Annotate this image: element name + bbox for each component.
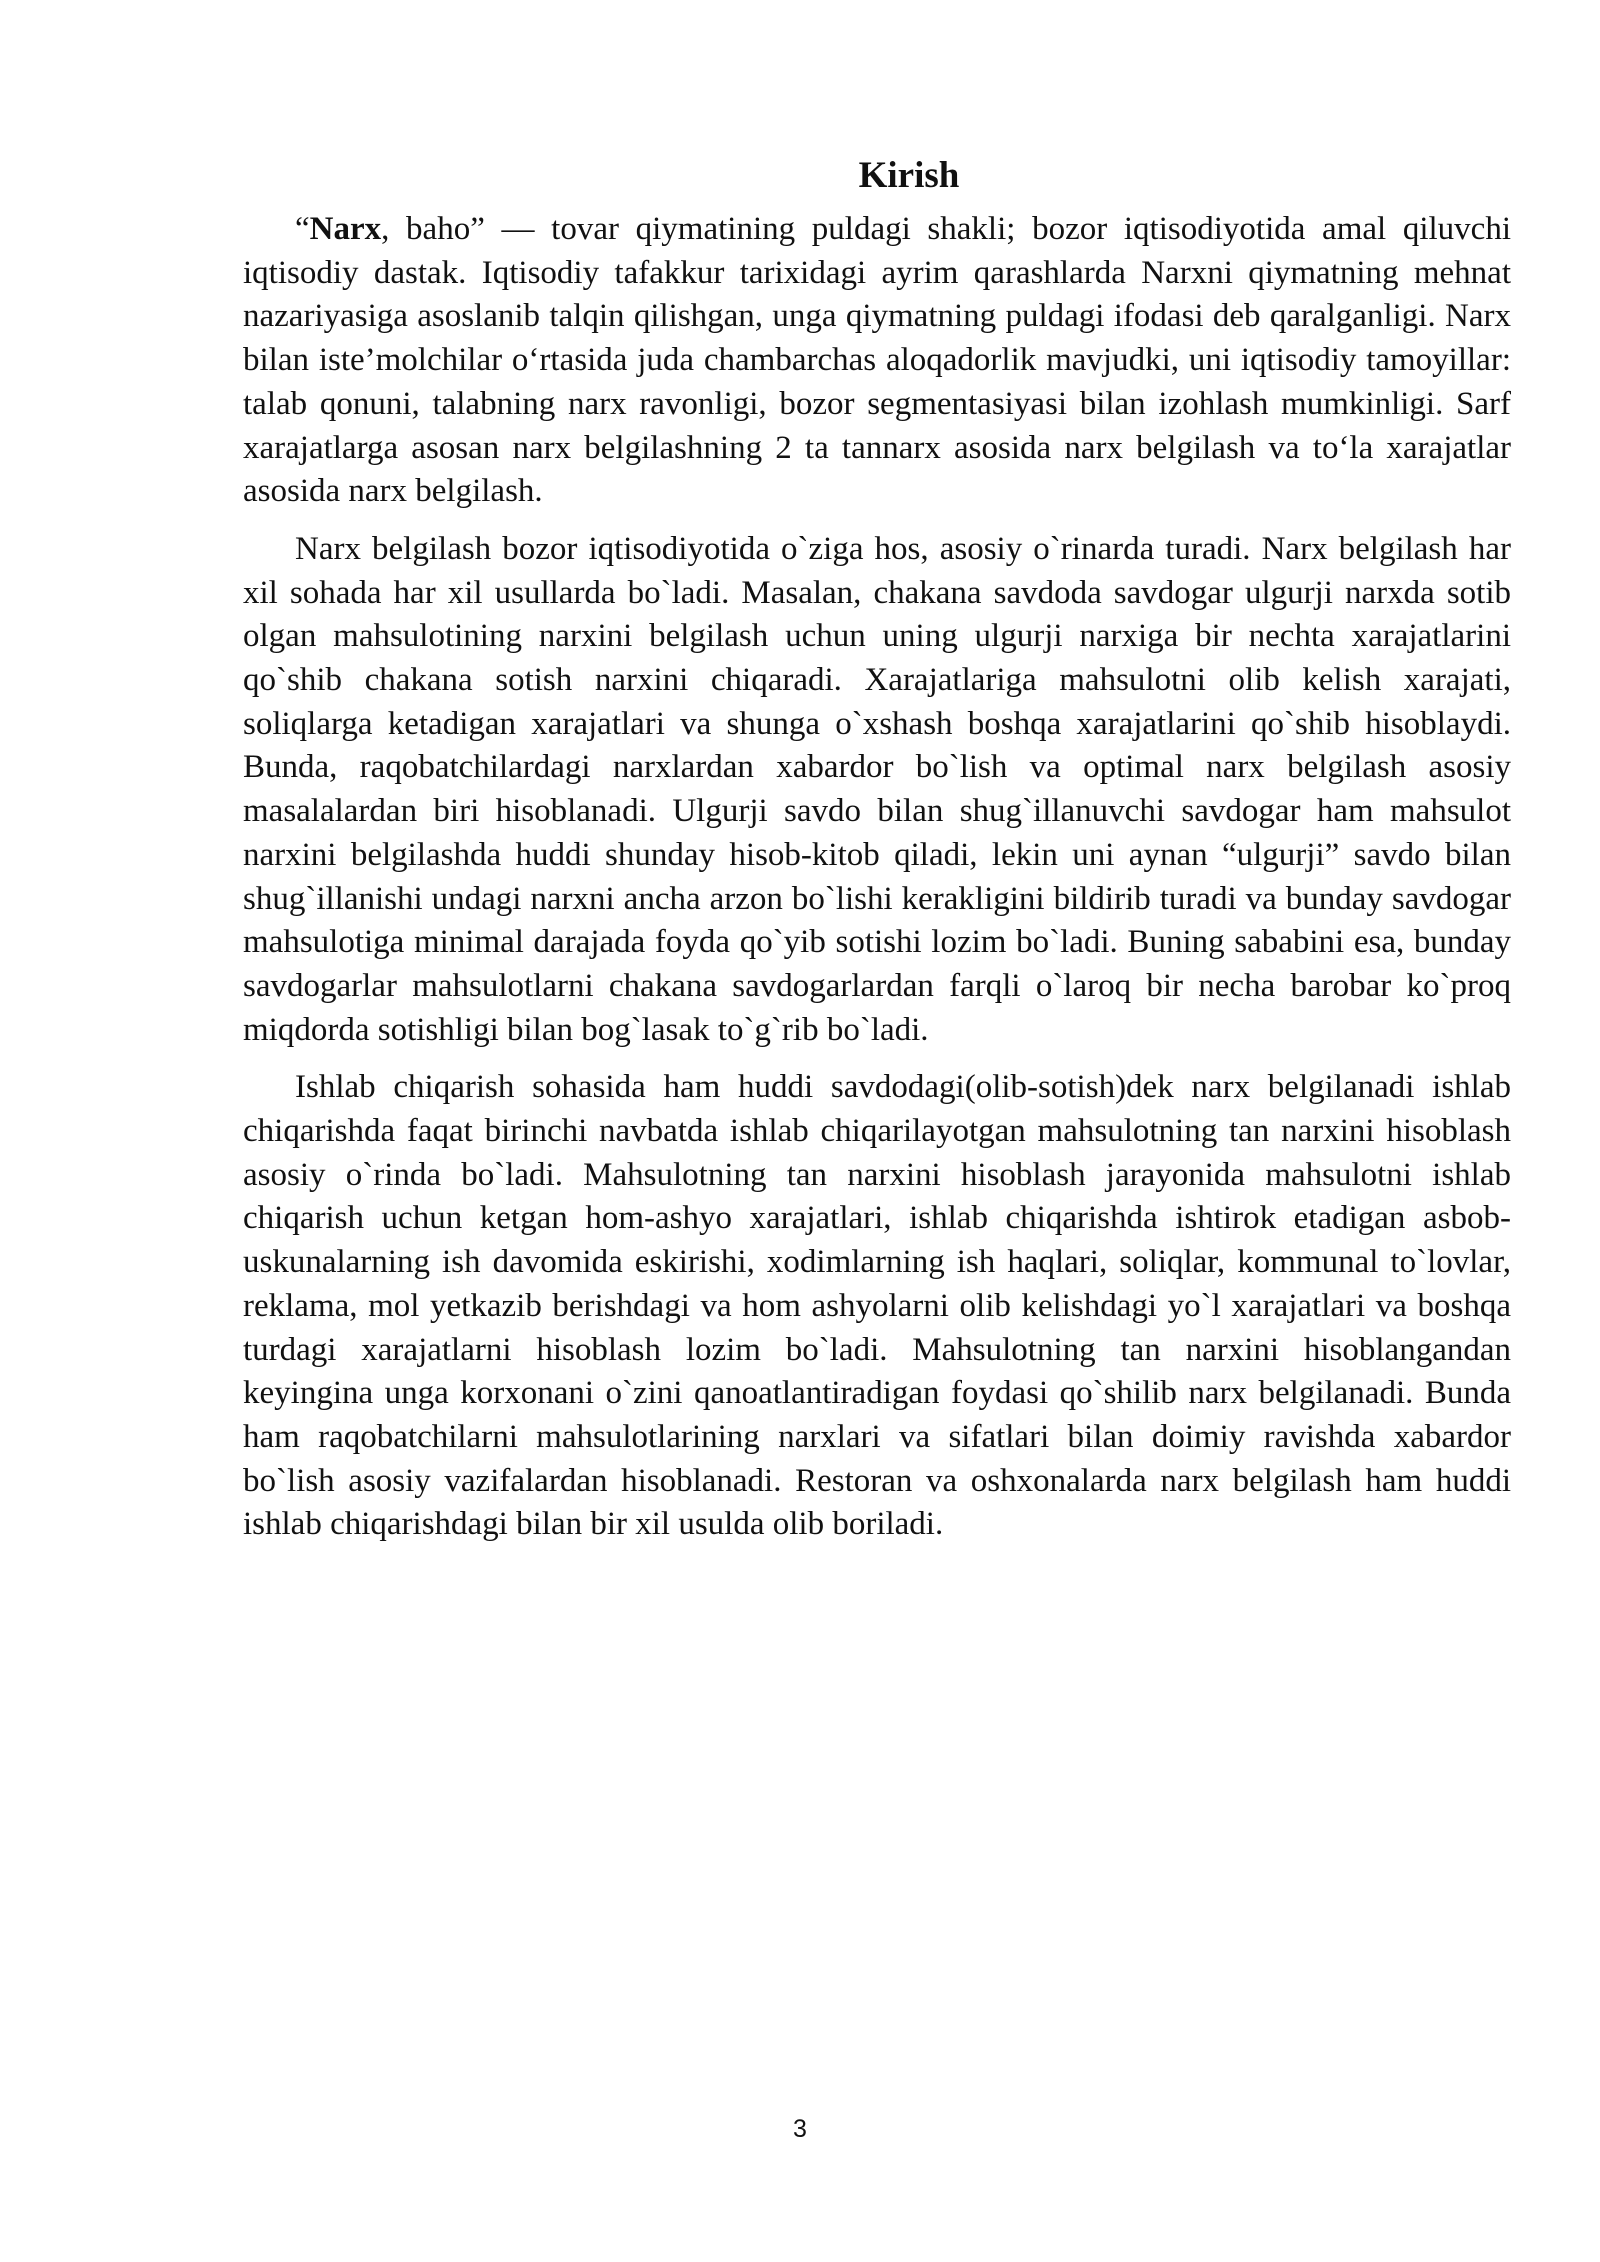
- open-quote: “: [295, 211, 310, 247]
- paragraph-1: [243, 208, 1511, 514]
- page-number: 3: [793, 2115, 807, 2143]
- paragraph-2: Narx belgilash bozor iqtisodiyotida o`ziga hos, asosiy o`rinarda turadi. Narx belgilash har xil sohada har xil usullarda bo`ladi. Masalan, chakana savdoda savdogar ulgurji narxda sotib olgan mahsulotining narxini belgilash uchun uning ulgurji narxiga bir nechta xarajatlarini qo`shib chakana sotish narxini chiqaradi. Xarajatlariga mahsulotni olib kelish xarajati, soliqlarga ketadigan xarajatlari va shunga o`xshash boshqa xarajatlarini qo`shib hisoblaydi. Bunda, raqobatchilardagi narxlardan xabardor bo`lish va optimal narx belgilash asosiy masalalardan biri hisoblanadi. Ulgurji savdo bilan shug`illanuvchi savdogar ham mahsulot narxini belgilashda huddi shunday hisob-kitob qiladi, lekin uni aynan “ulgurji” savdo bilan shug`illanishi undagi narxni ancha arzon bo`lishi kerakligini bildirib turadi va bunday savdogar mahsulotiga minimal darajada foyda qo`yib sotishi lozim bo`ladi. Buning sababini esa, bunday savdogarlar mahsulotlarni chakana savdogarlardan farqli o`laroq bir necha barobar ko`proq miqdorda sotishligi bilan bog`lasak to`g`rib bo`ladi.: [243, 530, 1511, 1048]
- page-content: [243, 152, 1511, 1561]
- section-title: Kirish: [858, 155, 960, 196]
- bold-term-narx: Narx: [309, 211, 382, 247]
- paragraph-3: Ishlab chiqarish sohasida ham huddi savdodagi(olib-sotish)dek narx belgilanadi ishlab chiqarishda faqat birinchi navbatda ishlab chiqarilayotgan mahsulotning tan narxini hisoblash asosiy o`rinda bo`ladi. Mahsulotning tan narxini hisoblash jarayonida mahsulotni ishlab chiqarish uchun ketgan hom-ashyo xarajatlari, ishlab chiqarishda ishtirok etadigan asbob-uskunalarning ish davomida eskirishi, xodimlarning ish haqlari, soliqlar, kommunal to`lovlar, reklama, mol yetkazib berishdagi va hom ashyolarni olib kelishdagi yo`l xarajatlari va boshqa turdagi xarajatlarni hisoblash lozim bo`ladi. Mahsulotning tan narxini hisoblangandan keyingina unga korxonani o`zini qanoatlantiradigan foydasi qo`shilib narx belgilanadi. Bunda ham raqobatchilarni mahsulotlarining narxlari va sifatlari bilan doimiy ravishda xabardor bo`lish asosiy vazifalardan hisoblanadi. Restoran va oshxonalarda narx belgilash ham huddi ishlab chiqarishdagi bilan bir xil usulda olib boriladi.: [243, 1069, 1511, 1543]
- paragraph-1-text: , baho” — tovar qiymatining puldagi shakli; bozor iqtisodiyotida amal qiluvchi iqtisodiy dastak. Iqtisodiy tafakkur tarixidagi ayrim qarashlarda Narxni qiymatning mehnat nazariyasiga asoslanib talqin qilishgan, unga qiymatning puldagi ifodasi deb qaralganligi. Narx bilan iste’molchilar oʻrtasida juda chambarchas aloqadorlik mavjudki, uni iqtisodiy tamoyillar: talab qonuni, talabning narx ravonligi, bozor segmentasiyasi bilan izohlash mumkinligi. Sarf xarajatlarga asosan narx belgilashning 2 ta tannarx asosida narx belgilash va toʻla xarajatlar asosida narx belgilash.: [243, 211, 1511, 510]
